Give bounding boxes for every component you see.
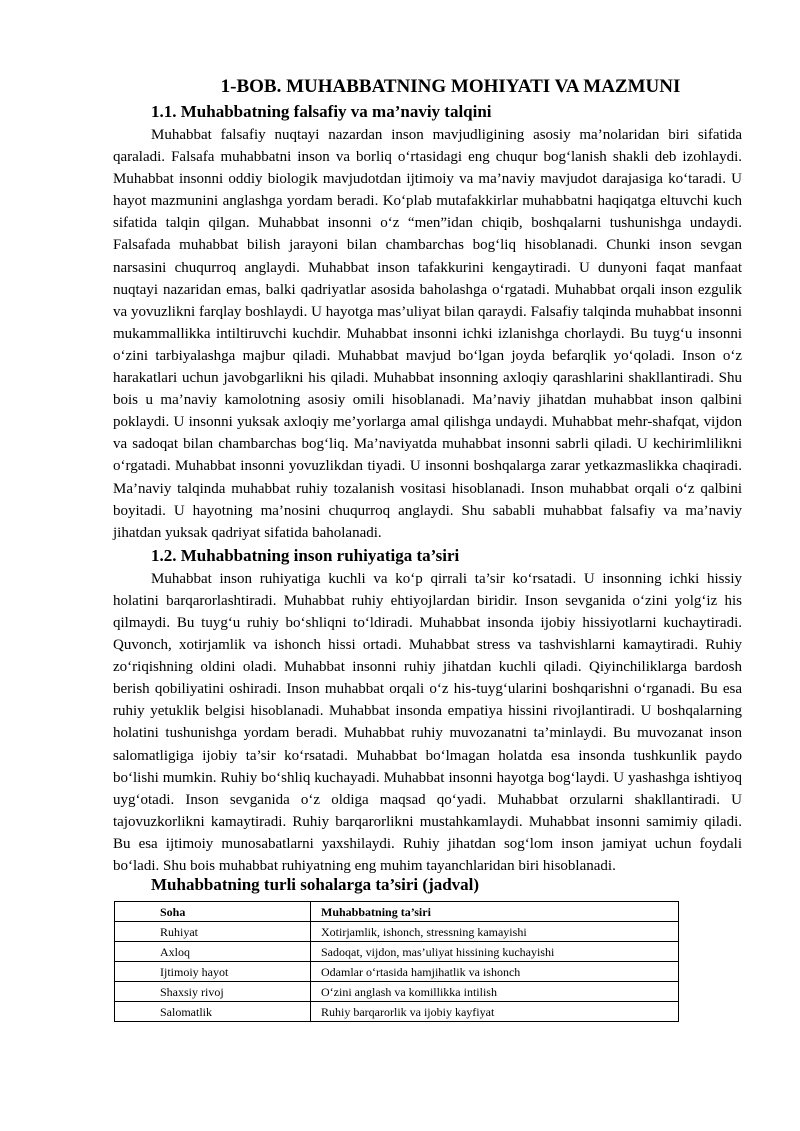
section-1-1-paragraph: Muhabbat falsafiy nuqtayi nazardan inson mavjudligining asosiy ma’nolaridan biri sifatida qaraladi. Falsafa muhabbatni inson va borliq o‘rtasidagi eng chuqur bog‘lanish shakli deb izohlaydi. Muhabbat insonni oddiy biologik mavjudotdan ijtimoiy va ma’naviy mavjudot darajasiga ko‘taradi. U hayot mazmunini anglashga yordam beradi. Ko‘plab mutafakkirlar muhabbatni haqiqatga eltuvchi kuch sifatida talqin qilgan. Muhabbat insonni o‘z “men”idan chiqib, boshqalarni tushunishga undaydi. Falsafada muhabbat bilish jarayoni bilan chambarchas bog‘liq hisoblanadi. Chunki inson sevgan narsasini chuqurroq anglaydi. Muhabbat inson tafakkurini kengaytiradi. U dunyoni faqat manfaat nuqtayi nazaridan emas, balki qadriyatlar asosida baholashga o‘rgatadi. Muhabbat orqali inson ezgulik va yovuzlikni farqlay boshlaydi. U hayotga mas’uliyat bilan qaraydi. Falsafiy talqinda muhabbat insonni mukammallikka intiltiruvchi kuchdir. Muhabbat insonni ichki izlanishga chorlaydi. Bu tuyg‘u insonni o‘zini tarbiyalashga majbur qiladi. Muhabbat mavjud bo‘lgan joyda befarqlik yo‘qoladi. Inson o‘z harakatlari uchun javobgarlikni his qiladi. Muhabbat insonning axloqiy qarashlarini shakllantiradi. Shu bois u ma’naviy kamolotning asosiy omili hisoblanadi. Ma’naviy jihatdan muhabbat inson qalbini poklaydi. U insonni yuksak axloqiy me’yorlarga amal qilishga undaydi. Muhabbat mehr-shafqat, vijdon va sadoqat bilan chambarchas bog‘liq. Ma’naviyatda muhabbat insonni sabrli qiladi. U kechirimlilikni o‘rgatadi. Muhabbat insonni yovuzlikdan tiyadi. U insonni boshqalarga zarar yetkazmaslikka chaqiradi. Ma’naviy talqinda muhabbat ruhiy tozalanish vositasi hisoblanadi. Inson muhabbat orqali o‘z qalbini boyitadi. U hayotning ma’nosini chuqurroq anglaydi. Shu sababli muhabbat falsafiy va ma’naviy jihatdan yuksak qadriyat sifatida baholanadi. (113, 127, 742, 541)
table-title: Muhabbatning turli sohalarga ta’siri (jadval) (151, 875, 480, 895)
section-title-1-1: 1.1. Muhabbatning falsafiy va ma’naviy talqini (151, 102, 492, 121)
table-header-row (115, 902, 679, 922)
table-row (115, 982, 679, 1002)
table-row (115, 1002, 679, 1022)
table-cell-domain: Shaxsiy rivoj (115, 982, 311, 1002)
table-cell-effect: Sadoqat, vijdon, mas’uliyat hissining kuchayishi (311, 942, 679, 962)
header-tasiri: Muhabbatning ta’siri (311, 902, 679, 922)
table-cell-domain: Axloq (115, 942, 311, 962)
header-soha: Soha (115, 902, 311, 922)
document-page (113, 74, 742, 1022)
table-cell-effect: Odamlar o‘rtasida hamjihatlik va ishonch (311, 962, 679, 982)
table-cell-domain: Ijtimoiy hayot (115, 962, 311, 982)
influence-table (114, 901, 679, 1022)
table-cell-effect: Ruhiy barqarorlik va ijobiy kayfiyat (311, 1002, 679, 1022)
table-cell-effect: Xotirjamlik, ishonch, stressning kamayishi (311, 922, 679, 942)
table-row (115, 922, 679, 942)
table-cell-domain: Ruhiyat (115, 922, 311, 942)
section-1-2-paragraph: Muhabbat inson ruhiyatiga kuchli va ko‘p qirrali ta’sir ko‘rsatadi. U insonning ichki hissiy holatini barqarorlashtiradi. Muhabbat ruhiy ehtiyojlardan biridir. Inson sevganida o‘zini yolg‘iz his qilmaydi. Bu tuyg‘u ruhiy bo‘shliqni to‘ldiradi. Muhabbat insonda ijobiy hissiyotlarni kuchaytiradi. Quvonch, xotirjamlik va ishonch hissi ortadi. Muhabbat stress va tashvishlarni kamaytiradi. Ruhiy zo‘riqishning oldini oladi. Muhabbat insonni ruhiy jihatdan kuchli qiladi. Qiyinchiliklarga bardosh berish qobiliyatini oshiradi. Inson muhabbat orqali o‘z his-tuyg‘ularini boshqarishni o‘rganadi. Bu esa ruhiy yetuklik belgisi hisoblanadi. Muhabbat insonda empatiya hissini rivojlantiradi. U boshqalarning holatini tushunishga yordam beradi. Muhabbat ruhiy muvozanatni ta’minlaydi. Bu muvozanat inson salomatligiga ijobiy ta’sir ko‘rsatadi. Muhabbat bo‘lmagan holatda esa insonda tushkunlik paydo bo‘lishi mumkin. Ruhiy bo‘shliq kuchayadi. Muhabbat insonni hayotga bog‘laydi. U yashashga ishtiyoq uyg‘otadi. Inson sevganida o‘z oldiga maqsad qo‘yadi. Muhabbat orzularni shakllantiradi. U tajovuzkorlikni kamaytiradi. Ruhiy barqarorlikni mustahkamlaydi. Muhabbat insonni samimiy qiladi. Bu esa ijtimoiy munosabatlarni yaxshilaydi. Ruhiy jihatdan sog‘lom inson jamiyat uchun foydali bo‘ladi. Shu bois muhabbat ruhiyatning eng muhim tayanchlaridan biri hisoblanadi. (113, 570, 742, 874)
table-row (115, 962, 679, 982)
table-cell-domain: Salomatlik (115, 1002, 311, 1022)
section-title-1-2: 1.2. Muhabbatning inson ruhiyatiga ta’siri (151, 545, 460, 565)
chapter-title: 1-BOB. MUHABBATNING MOHIYATI VA MAZMUNI (220, 76, 681, 97)
table-row (115, 942, 679, 962)
table-cell-effect: O‘zini anglash va komillikka intilish (311, 982, 679, 1002)
